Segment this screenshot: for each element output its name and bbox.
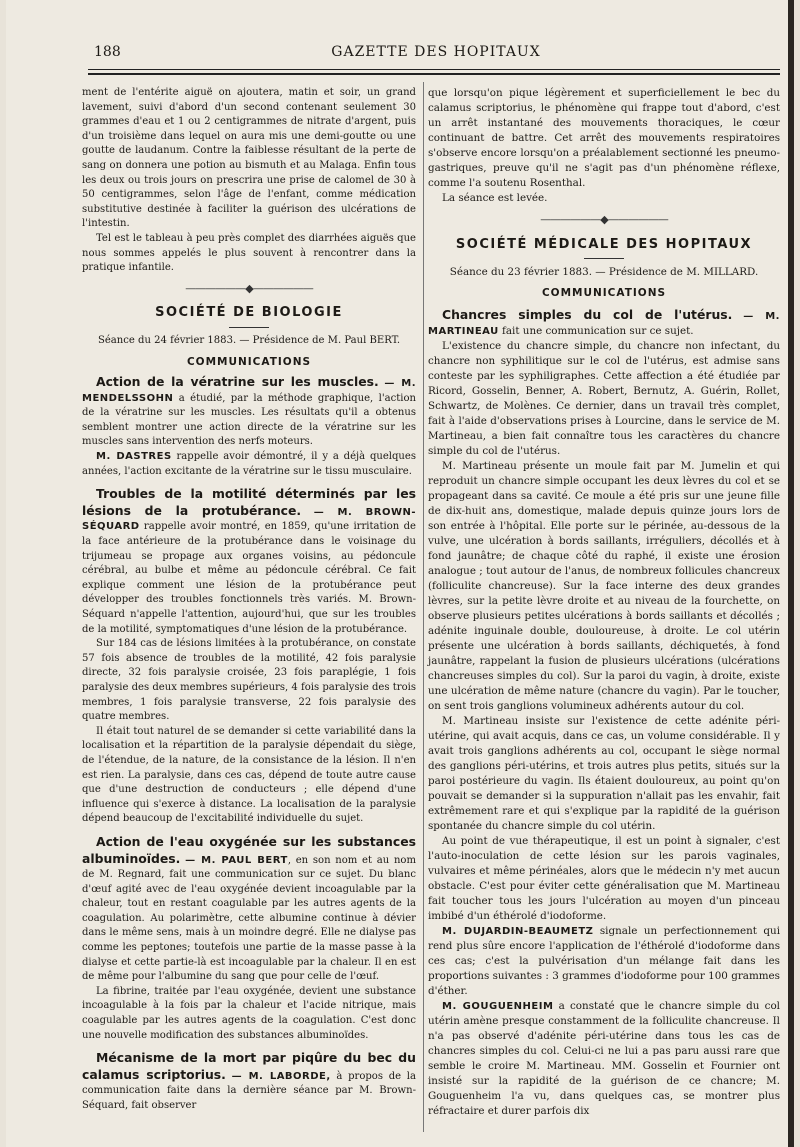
short-rule xyxy=(229,327,269,328)
article-text: à propos de la communication faite dans la dernière séance par M. Brown-Séquard, fait observer xyxy=(82,1070,416,1111)
session-line: Séance du 23 février 1883. — Présidence de M. MILLARD. xyxy=(449,266,759,278)
article-text: , en son nom et au nom de M. Regnard, fait une communication sur ce sujet. Du blanc d'œuf agité avec de l'eau oxygénée devient incoagulable par la chaleur, tout en restant coagulable par les autres agents de la coagulation. Au polarimètre, cette albumine continue à dévier dans le même sens, mais à un moindre degré. Elle ne dialyse pas comme les peptones; toutefois une partie de la masse passe à la dialyse et cette partie-là est incoagulable par la chaleur. Il en est de même pour l'albumine du sang que pour celle de l'œuf. xyxy=(82,854,417,983)
article xyxy=(82,375,416,450)
header-rule-thick xyxy=(88,73,780,75)
paragraph: Sur 184 cas de lésions limitées à la protubérance, on constate 57 fois absence de troubles de la motilité, 42 fois paralysie directe, 32 fois paralysie croisée, 23 fois paraplégie, 1 fois paralysie des deux membres supérieurs, 4 fois paralysie des trois membres, 1 fois paralysie transverse, 22 fois paralysie des quatre membres. xyxy=(82,638,416,723)
article xyxy=(82,835,416,985)
paragraph: Il était tout naturel de se demander si cette variabilité dans la localisation et la répartition de la paralysie dépendait du siège, de l'étendue, de la nature, de la consistance de la lésion. Il n'en est rien. La paralysie, dans ces cas, dépend de toute autre cause que d'une destruction de conducteurs ; elle dépend d'une influence qui s'exerce à distance. La localisation de la paralysie dépend beaucoup de l'excitabilité individuelle du sujet. xyxy=(82,725,416,825)
article-text: a étudié, par la méthode graphique, l'action de la vératrine sur les muscles. Les résultats qu'il a obtenus semblent montrer une action directe de la vératrine sur les muscles sans intervention des nerfs moteurs. xyxy=(82,392,416,448)
running-title: GAZETTE DES HOPITAUX xyxy=(331,44,541,60)
article-author: — M. PAUL BERT xyxy=(185,854,288,866)
article xyxy=(428,999,780,1119)
paragraph: Au point de vue thérapeutique, il est un point à signaler, c'est l'auto-inoculation de cette lésion sur les parois vaginales, vulvaires et même périnéales, alors que le médecin n'y met aucun obstacle. C'est pour éviter cette généralisation que M. Martineau fait toucher tous les jours l'ulcération au moyen d'un pinceau imbibé d'un éthérolé d'iodoforme. xyxy=(428,835,780,922)
article-text: rappelle avoir montré, en 1859, qu'une irritation de la face antérieure de la protubérance dans le voisinage du trijumeau se propage aux organes voisins, au pédoncule cérébral, au bulbe et même au pédoncule cérébral. Ce fait explique comment une lésion de la protubérance peut développer des troubles fonctionnels très variés. M. Brown-Séquard n'appelle l'attention, aujourd'hui, que sur les troubles de la motilité, symptomatiques d'une lésion de la protubérance. xyxy=(82,521,416,635)
article xyxy=(82,487,416,637)
communications-heading: COMMUNICATIONS xyxy=(186,355,312,368)
society-title: SOCIÉTÉ MÉDICALE DES HOPITAUX xyxy=(455,237,753,252)
paragraph: ment de l'entérite aiguë on ajoutera, matin et soir, un grand lavement, suivi d'abord d'un second contenant seulement 30 grammes d'eau et 1 ou 2 centigrammes de nitrate d'argent, puis d'un troisième dans lequel on aura mis une demi-goutte ou une goutte de laudanum. Contre la faiblesse résultant de la perte de sang on donnera une potion au bismuth et au Malaga. Enfin tous les deux ou trois jours on prescrira une prise de calomel de 30 à 50 centigrammes, selon l'âge de l'enfant, comme médication substitutive destinée à faciliter la guérison des ulcérations de l'intestin. xyxy=(82,87,416,230)
article xyxy=(428,307,780,339)
article-heading: Action de la vératrine sur les muscles. xyxy=(96,374,379,390)
article-author: — M. MARTINEAU xyxy=(428,311,780,337)
paragraph: La séance est levée. xyxy=(442,192,548,204)
article xyxy=(428,924,780,999)
article-text: fait une communication sur ce sujet. xyxy=(498,325,694,337)
article-heading: Action de l'eau oxygénée sur les substances albuminoïdes. xyxy=(82,833,416,866)
article-heading: Troubles de la motilité déterminés par les lésions de la protubérance. xyxy=(82,486,416,518)
article xyxy=(82,1051,416,1113)
article-author: — M. MENDELSSOHN xyxy=(82,378,416,404)
article-author: — M. LABORDE, xyxy=(231,1070,331,1082)
paragraph: Tel est le tableau à peu près complet des diarrhées aiguës que nous sommes appelés le plus souvent à rencontrer dans la pratique infantile. xyxy=(82,232,416,274)
paragraph: que lorsqu'on pique légèrement et superficiellement le bec du calamus scriptorius, le phénomène qui frappe tout d'abord, c'est un arrêt instantané des mouvements thoraciques, le cœur continuant de battre. Cet arrêt des mouvements respiratoires s'observe encore lorsqu'on a préalablement sectionné les pneumo-gastriques, preuve qu'il ne s'agit pas d'un phénomène réflexe, comme l'a soutenu Rosenthal. xyxy=(428,87,780,189)
article-author: M. DUJARDIN-BEAUMETZ xyxy=(442,926,594,937)
article-text: signale un perfectionnement qui rend plus sûre encore l'application de l'éthérolé d'iodoforme dans ces cas; c'est la pulvérisation d'un mélange fait dans les proportions suivantes : 3 grammes d'iodoforme pour 100 grammes d'éther. xyxy=(428,925,780,997)
article-heading: Mécanisme de la mort par piqûre du bec du calamus scriptorius. xyxy=(82,1050,416,1082)
article-text: rappelle avoir démontré, il y a déjà quelques années, l'action excitante de la vératrine sur le tissu musculaire. xyxy=(82,451,417,477)
header-rule xyxy=(88,69,780,70)
article-author: M. GOUGUENHEIM xyxy=(442,1001,554,1012)
article-author: M. DASTRES xyxy=(96,451,172,463)
left-column xyxy=(82,86,416,1114)
paragraph: M. Martineau insiste sur l'existence de cette adénite péri-utérine, qui avait acquis, dans ce cas, un volume considérable. Il y avait trois ganglions adhérents au col, occupant le siège normal des ganglions péri-utérins, et trois autres plus petits, situés sur la paroi postérieure du vagin. Ils étaient douloureux, au point qu'on pouvait se demander si la suppuration n'allait pas les envahir, fait extrêmement rare et qui s'explique par la rapidité de la guérison spontanée du chancre simple du col utérin. xyxy=(428,715,780,832)
article-text: a constaté que le chancre simple du col utérin amène presque constamment de la folliculite chancreuse. Il n'a pas observé d'adénite péri-utérine dans tous les cas de chancres simples du col. Celui-ci ne lui a pas paru aussi rare que semble le croire M. Martineau. MM. Gosselin et Fournier ont insisté sur la rapidité de la guérison de ce chancre; M. Gouguenheim l'a vu, dans quelques cas, se montrer plus réfractaire et durer parfois dix xyxy=(428,1000,780,1117)
paragraph: L'existence du chancre simple, du chancre non infectant, du chancre non syphilitique sur le col de l'utérus, est admise sans conteste par les syphiligraphes. Cette affection a été étudiée par Ricord, Gosselin, Benner, A. Robert, Bernutz, A. Guérin, Rollet, Schwartz, de Molènes. Ce dernier, dans un travail très complet, fait à l'aide d'observations prises à Lourcine, dans le service de M. Martineau, a bien fait connaître tous les caractères du chancre simple du col de l'utérus. xyxy=(428,340,780,457)
short-rule xyxy=(584,258,624,259)
article-author: — M. BROWN-SÉQUARD xyxy=(82,506,416,533)
page-header xyxy=(86,44,786,64)
ornament-divider: ——————◆—————— xyxy=(185,281,313,295)
ornament-divider: ——————◆—————— xyxy=(540,213,668,226)
right-column xyxy=(428,86,780,1119)
session-line: Séance du 24 février 1883. — Présidence de M. Paul BERT. xyxy=(97,334,401,346)
communications-heading: COMMUNICATIONS xyxy=(541,287,667,299)
page-number: 188 xyxy=(94,44,121,60)
column-separator xyxy=(423,82,424,1132)
article xyxy=(82,450,416,479)
paragraph: M. Martineau présente un moule fait par M. Jumelin et qui reproduit un chancre simple occupant les deux lèvres du col et se propageant dans sa cavité. Ce moule a été pris sur une jeune fille de dix-huit ans, domestique, malade depuis quinze jours lors de son entrée à l'hôpital. Elle porte sur le périnée, au-dessous de la vulve, une ulcération à bords saillants, irréguliers, décollés et à fond jaunâtre; de chaque côté du raphé, il existe une érosion analogue ; tout autour de l'anus, de nombreux follicules chancreux (folliculite chancreuse). Sur la face interne des deux grandes lèvres, sur la petite lèvre droite et au niveau de la fourchette, on observe plusieurs petites ulcérations à bords saillants et décollés ; adénite inguinale double, douloureuse, à droite. Le col utérin présente une ulcération à bords saillants, déchiquetés, à fond jaunâtre, rappelant la fusion de plusieurs ulcérations (ulcérations chancreuses simples du col). Sur la paroi du vagin, à droite, existe une ulcération de même nature (chancre du vagin). Par le toucher, on sent trois ganglions volumineux adhérents autour du col. xyxy=(428,460,780,712)
article-heading: Chancres simples du col de l'utérus. xyxy=(442,307,733,322)
society-title: SOCIÉTÉ DE BIOLOGIE xyxy=(155,305,343,321)
paragraph: La fibrine, traitée par l'eau oxygénée, devient une substance incoagulable à la fois par la chaleur et l'acide nitrique, mais coagulable par les autres agents de la coagulation. C'est donc une nouvelle modification des substances albuminoïdes. xyxy=(82,985,416,1041)
